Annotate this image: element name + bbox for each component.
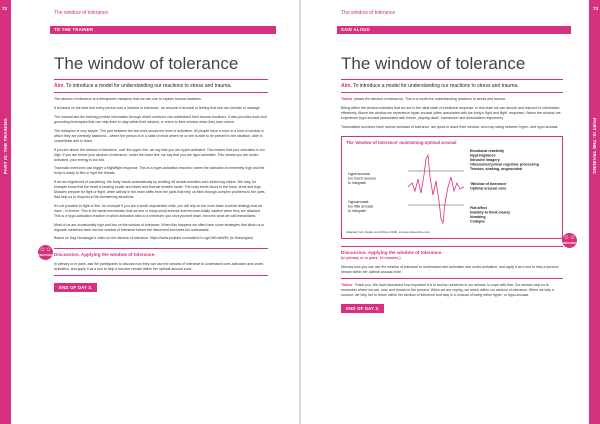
- paragraph: It is based on the idea that every person has a 'window of tolerance', an amount of arousal or feeling that she can tolerate or manage.: [54, 106, 261, 111]
- paragraph: It's not possible to fight or flee, for example if you are a small unprotected child, you will rely on the most basic survival strategy that we have – to freeze. This is the same mechanism that we see in many small animals that become totally inactive when they are attacked. This is a hypo-activation reaction in which activation falls to a minimum: you shut yourself down, become what we call immobilized.: [54, 203, 263, 218]
- discussion-title: Discussion. Applying the window of tolerance.: [54, 252, 156, 258]
- discussion-title: Discussion. Applying the window of tolerance.: [341, 249, 443, 255]
- paragraph: If you are above the window of tolerance, over the upper line, we say that you are hyper-activated. This means that your activation is too high. If you are below your window of tolerance, under the lower line, we say that you are hypo-activated. This means you are under-activated; your energy is too low.: [54, 147, 265, 162]
- paragraph: [341, 283, 563, 298]
- aim-block: [341, 79, 563, 93]
- diagram-graphic: [346, 147, 558, 229]
- hypo-item: Collapse: [470, 219, 485, 224]
- discussion-rule: [341, 278, 563, 279]
- aim-rule: [341, 92, 563, 93]
- hyper-item: Intrusive imagery: [470, 157, 500, 162]
- page-number: 72: [2, 6, 8, 11]
- paragraph: [341, 97, 563, 102]
- left-page: [0, 0, 299, 424]
- hyper-item: Emotional reactivity: [470, 148, 505, 153]
- paragraph: Most of us are occasionally high and low on the window of tolerance. When this happens we often have some strategies that allow us to regulate ourselves back into the window of tolerance before the discomfort becomes too unbearable.: [54, 222, 265, 232]
- aim-text: To introduce a model for understanding our reactions to stress and trauma.: [66, 83, 232, 89]
- discussion-text: In plenary or in pairs, ask the participants to discuss how they can use the window of tolerance to understand over-activation and under-activation, and apply it as a tool to help a survivor remain within her optimal arousal zone.: [54, 262, 265, 272]
- diagram-title: The 'window of tolerance' maintaining optimal arousal: [346, 139, 457, 145]
- aim-label: Aim.: [54, 83, 65, 89]
- running-header: The window of tolerance: [54, 10, 109, 16]
- discussion-icon: [38, 245, 53, 260]
- window-label-line: 'Window of tolerance': [470, 181, 507, 186]
- hypo-label-line: to integrate: [348, 208, 366, 213]
- people-icon: ☺☺: [39, 247, 52, 254]
- end-of-day-badge: END OF DAY 3.: [341, 304, 384, 313]
- diagram-source: Adapted from Ogden and Minton 2000, at www.sitesonline.com: [346, 229, 430, 234]
- hyper-label-line: to integrate: [348, 180, 366, 185]
- aim-rule: [54, 92, 268, 93]
- paragraph: If we are frightened of something, the body reacts automatically by shutting off certain activities and reinforcing others. We may, for example know that the heart is beating louder and faster and that we breathe faster. The body feeds blood to the brain, arms and legs. Muscles prepare for fight or flight, while activity in the brain shifts from the parts that help us think through complex problems to the parts that help us to respond to life-threatening situations.: [54, 180, 265, 199]
- discussion-rule: [54, 275, 268, 276]
- aim-block: [54, 79, 268, 93]
- page-title: The window of tolerance: [341, 54, 526, 73]
- discussion-icon-label: DISCUSSION: [562, 241, 579, 245]
- window-of-tolerance-diagram: [341, 136, 563, 239]
- paragraph: The window of tolerance is a therapeutic metaphor that we can use to explain trauma reactions.: [54, 97, 202, 102]
- hypo-label-line: too little arousal: [348, 204, 374, 209]
- hypo-item: Flat affect: [470, 205, 487, 210]
- hyper-item: Obsessive/cyclical cognitive processing: [470, 162, 539, 167]
- right-content: [341, 54, 579, 315]
- aim-text: To introduce a model for understanding our reactions to stress and trauma.: [353, 83, 519, 89]
- arousal-wave: [408, 155, 464, 223]
- side-tab: [0, 0, 11, 424]
- right-page: [301, 0, 600, 424]
- hyper-item: Tension, shaking, ungrounded: [470, 166, 523, 171]
- window-label-line: Optimal arousal zone: [470, 186, 507, 191]
- side-section-label: PART III: THE TRAINING: [3, 118, 8, 175]
- trainer-text: (draws the window of tolerance). This is a model for understanding reactions to stress and trauma.: [353, 97, 506, 102]
- paragraph: Traumatic memories can trigger a flight/fight response. This is a hyper-activation reaction, where the activation is extremely high and the body is ready to flee or fight the threats.: [54, 166, 265, 176]
- discussion-icon: [562, 233, 577, 248]
- discussion-subtitle: (In plenary or in pairs. 10 minutes.): [341, 255, 401, 260]
- section-bar: TO THE TRAINER: [50, 26, 276, 34]
- paragraph: The metaphor is very simple. The part between the two lines shows the level of activation. All people have a zone or a kind of window in which they are perfectly balanced – where the person is in a state of mind where he or she is able to be present in the situation, able to concentrate and to learn.: [54, 129, 264, 143]
- trainer-text: Thank you. We have discussed how important it is to anchor ourselves in our senses, to cope with fear. Our senses help us to remember where we are, now, and remain in the present. When we are coping, we return within our window of tolerance. When we help a survivor, we help her to return within her window of tolerance and stay in it, instead of being either hyper- or hypo-arousal.: [341, 282, 555, 297]
- page-number: 73: [592, 6, 598, 11]
- left-content: [38, 54, 268, 294]
- discussion-text: Discuss how you can use the window of tolerance to understand over-activation and under-activation, and apply it as a tool to help a survivor remain within her optimal arousal zone.: [341, 264, 559, 274]
- trainer-lead: Trainer: [341, 97, 353, 102]
- hypo-label-line: Hypoarousal:: [348, 199, 370, 204]
- hyper-label-line: too much arousal: [348, 176, 376, 181]
- discussion-icon-label: DISCUSSION: [38, 254, 55, 258]
- hypo-item: Inability to think clearly: [470, 210, 510, 215]
- section-bar: SAID ALOUD: [337, 26, 571, 34]
- paragraph: The manual and the training provide information through which survivors can understand their trauma reactions. It also provides tools and grounding techniques that can help them to stay within their window, or return to their window when they lose control.: [54, 115, 267, 125]
- page-title: The window of tolerance: [54, 54, 239, 73]
- discussion-block: [341, 234, 579, 279]
- paragraph: Being within the window indicates that we are in the ideal state of emotional response. In this state we can absorb and respond to information effectively. Above the window we experience hyper arousal (often associated with the body's 'fight and flight' response). Below the window, we experience hypo arousal (associated with freeze, 'playing dead', submission and dissociation responses).: [341, 106, 561, 121]
- side-tab: [589, 0, 600, 424]
- hyper-item: Hypervigilance: [470, 153, 496, 158]
- hyper-label-line: Hyperarousal:: [348, 171, 371, 176]
- paragraph: Based on Dag Nordanger's video on the window of tolerance: https://www.youtube.com/watch?v=qpC4rEmsWRc (In Norwegian): [54, 236, 253, 241]
- hypo-item: Numbing: [470, 214, 486, 219]
- aim-label: Aim.: [341, 83, 352, 89]
- paragraph: Traumatised survivors have narrow windows of tolerance, are quick to leave their window, and may swing between hyper- and hypo-arousal.: [341, 125, 559, 130]
- running-header: The window of tolerance: [341, 10, 396, 16]
- end-of-day-badge: END OF DAY 3.: [54, 283, 97, 292]
- side-section-label: PART III: THE TRAINING: [592, 118, 597, 175]
- people-icon: ☺☺: [563, 234, 576, 241]
- trainer-lead: Trainer.: [341, 282, 354, 287]
- discussion-block: [38, 247, 268, 276]
